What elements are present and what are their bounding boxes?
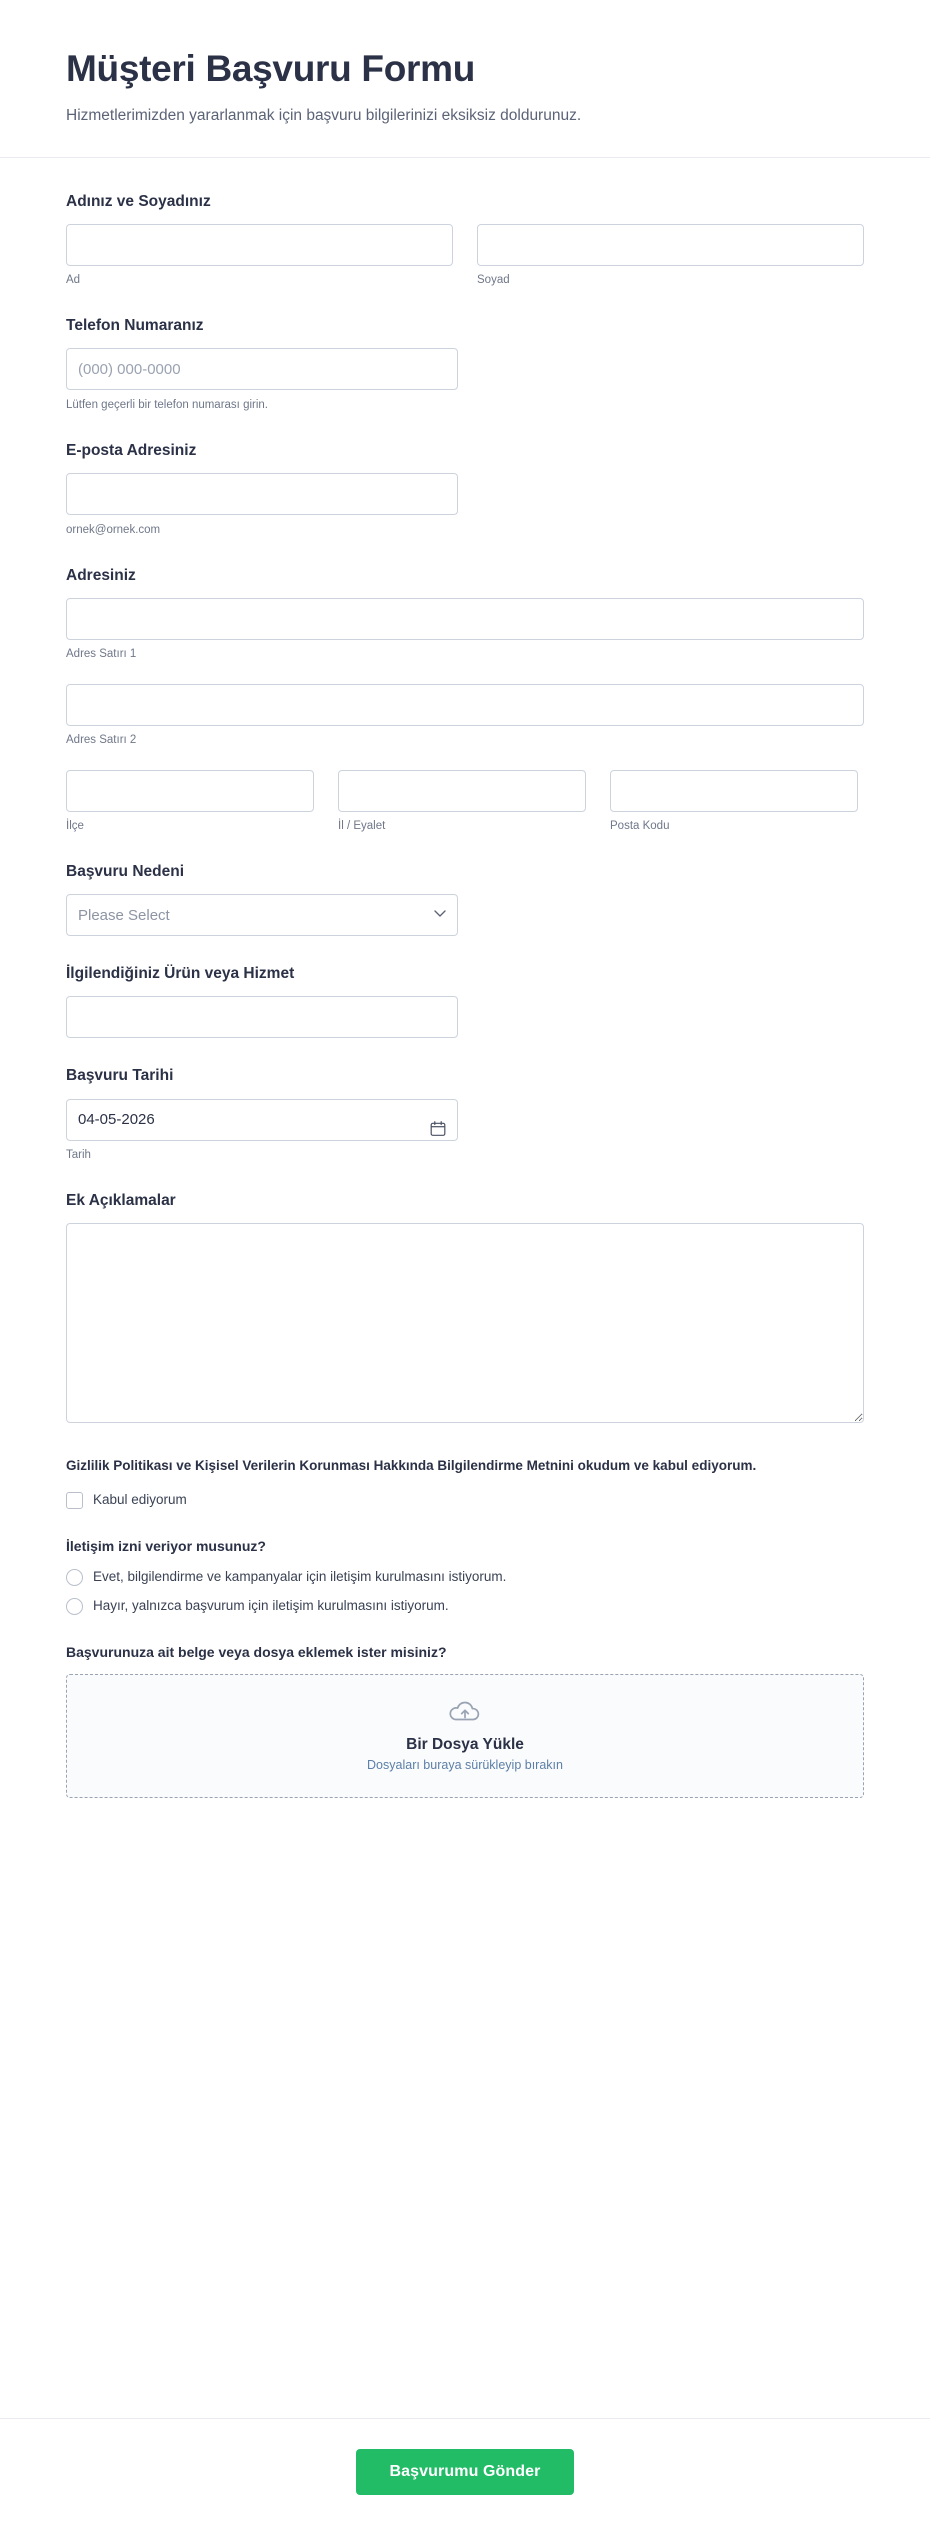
- file-upload-question: Başvurunuza ait belge veya dosya eklemek ister misiniz?: [66, 1643, 447, 1660]
- address-line1-group: [66, 598, 864, 662]
- radio-no[interactable]: [66, 1598, 83, 1615]
- phone-label: Telefon Numaranız: [66, 317, 204, 335]
- address-line2-input[interactable]: [66, 684, 864, 726]
- field-full-name: [66, 192, 864, 288]
- last-name-group: [477, 224, 864, 288]
- full-name-label: Adınız ve Soyadınız: [66, 193, 211, 211]
- phone-group: [66, 348, 458, 413]
- city-input[interactable]: [66, 770, 314, 812]
- state-sublabel: İl / Eyalet: [338, 820, 386, 833]
- date-input[interactable]: [66, 1099, 458, 1141]
- radio-no-label: Hayır, yalnızca başvurum için iletişim kurulmasını istiyorum.: [93, 1598, 449, 1614]
- email-label: E-posta Adresiniz: [66, 442, 197, 460]
- phone-hint: Lütfen geçerli bir telefon numarası girin.: [66, 399, 268, 412]
- consent-checkbox-row[interactable]: [66, 1491, 864, 1510]
- contact-permission-option-no[interactable]: [66, 1597, 864, 1616]
- zip-input[interactable]: [610, 770, 858, 812]
- first-name-group: [66, 224, 453, 288]
- file-dropzone[interactable]: [66, 1674, 864, 1798]
- product-label: İlgilendiğiniz Ürün veya Hizmet: [66, 965, 295, 983]
- field-file-upload: [66, 1644, 864, 1798]
- first-name-input[interactable]: [66, 224, 453, 266]
- last-name-input[interactable]: [477, 224, 864, 266]
- address-line2-sublabel: Adres Satırı 2: [66, 734, 137, 747]
- email-group: [66, 473, 458, 538]
- field-phone: [66, 316, 864, 413]
- address-line2-group: [66, 684, 864, 748]
- product-input[interactable]: [66, 996, 458, 1038]
- address-label: Adresiniz: [66, 567, 136, 585]
- field-product: [66, 964, 864, 1038]
- field-reason: [66, 862, 864, 936]
- field-address: [66, 566, 864, 834]
- submit-button[interactable]: Başvurumu Gönder: [356, 2449, 575, 2495]
- product-group: [66, 996, 458, 1038]
- contact-permission-option-yes[interactable]: [66, 1568, 864, 1587]
- phone-input[interactable]: [66, 348, 458, 390]
- page-title: Müşteri Başvuru Formu: [66, 48, 475, 89]
- form-body: [0, 158, 930, 2384]
- file-upload-title: Bir Dosya Yükle: [406, 1736, 524, 1754]
- date-sublabel: Tarih: [66, 1148, 91, 1161]
- field-contact-permission: [66, 1538, 864, 1616]
- cloud-upload-icon: [448, 1699, 482, 1728]
- field-consent: [66, 1456, 864, 1510]
- reason-select[interactable]: [66, 894, 458, 936]
- radio-yes-label: Evet, bilgilendirme ve kampanyalar için iletişim kurulmasını istiyorum.: [93, 1569, 507, 1585]
- full-name-row: [66, 224, 864, 288]
- city-sublabel: İlçe: [66, 820, 84, 833]
- state-input[interactable]: [338, 770, 586, 812]
- consent-checkbox[interactable]: [66, 1492, 83, 1509]
- consent-text: Gizlilik Politikası ve Kişisel Verilerin Korunması Hakkında Bilgilendirme Metnini okudum ve kabul ediyorum.: [66, 1457, 757, 1473]
- address-line1-sublabel: Adres Satırı 1: [66, 648, 137, 661]
- date-label: Başvuru Tarihi: [66, 1067, 174, 1085]
- email-input[interactable]: [66, 473, 458, 515]
- reason-select-wrap: [66, 894, 458, 936]
- first-name-sublabel: Ad: [66, 274, 81, 287]
- field-email: [66, 441, 864, 538]
- address-line1-input[interactable]: [66, 598, 864, 640]
- consent-checkbox-label: Kabul ediyorum: [93, 1492, 187, 1508]
- radio-yes[interactable]: [66, 1569, 83, 1586]
- date-group: [66, 1099, 458, 1163]
- file-upload-subtitle: Dosyaları buraya sürükleyip bırakın: [367, 1758, 563, 1773]
- zip-sublabel: Posta Kodu: [610, 820, 670, 833]
- notes-textarea[interactable]: [66, 1223, 864, 1423]
- notes-label: Ek Açıklamalar: [66, 1191, 176, 1209]
- last-name-sublabel: Soyad: [477, 274, 510, 287]
- address-city-state-zip-row: [66, 770, 864, 834]
- page-subtitle: Hizmetlerimizden yararlanmak için başvuru bilgilerinizi eksiksiz doldurunuz.: [66, 106, 582, 124]
- form-header: [0, 0, 930, 158]
- state-group: [338, 770, 586, 834]
- zip-group: [610, 770, 858, 834]
- city-group: [66, 770, 314, 834]
- field-date: [66, 1066, 864, 1162]
- contact-permission-question: İletişim izni veriyor musunuz?: [66, 1538, 266, 1555]
- email-hint: ornek@ornek.com: [66, 524, 161, 537]
- reason-label: Başvuru Nedeni: [66, 863, 185, 881]
- form-footer: [0, 2418, 930, 2543]
- field-notes: [66, 1191, 864, 1428]
